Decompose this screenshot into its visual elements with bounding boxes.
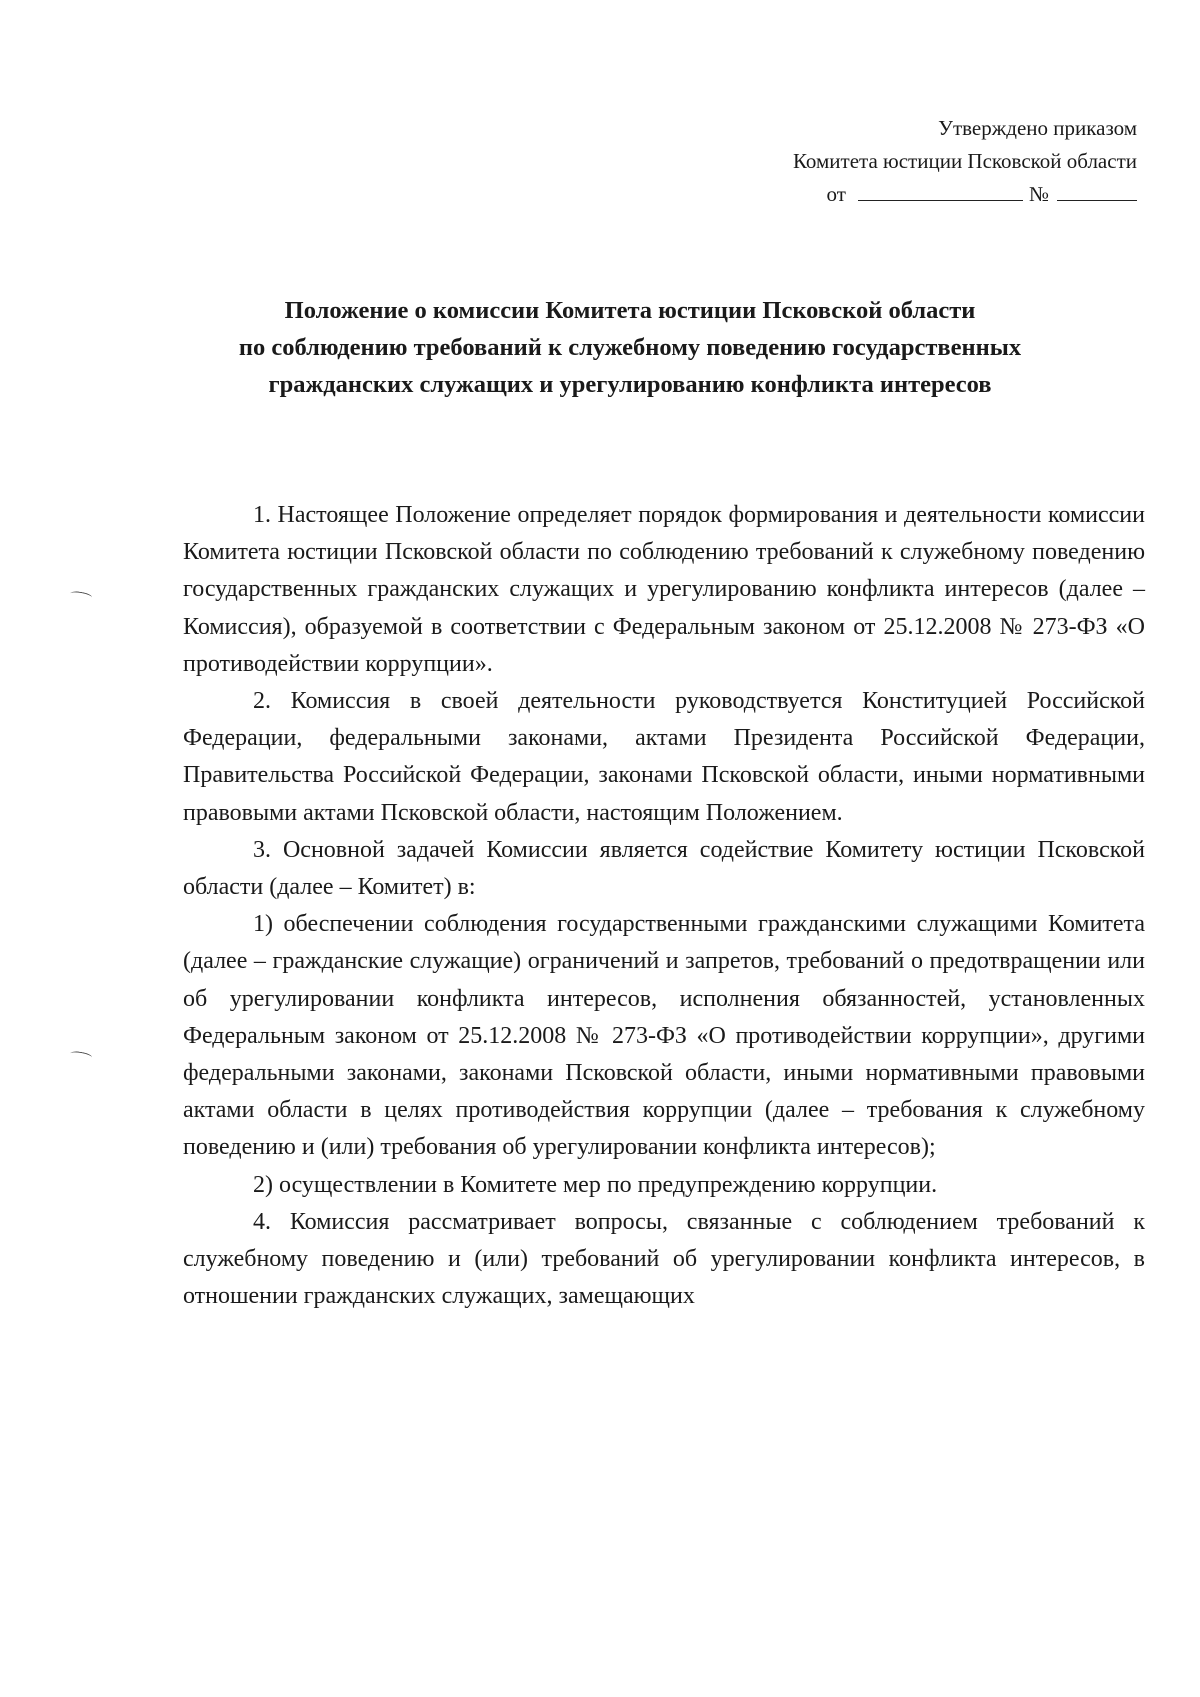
paragraph-3-item-2: 2) осуществлении в Комитете мер по предупреждению коррупции. xyxy=(253,1171,938,1198)
approval-line-1: Утверждено приказом xyxy=(938,116,1137,140)
paragraph-3: 3. Основной задачей Комиссии является содействие Комитету юстиции Псковской области (далее – Комитет) в: xyxy=(183,836,1145,901)
scan-margin-mark xyxy=(70,1050,93,1061)
title-line-2: по соблюдению требований к служебному поведению государственных xyxy=(238,334,1022,361)
title-line-1: Положение о комиссии Комитета юстиции Псковской области xyxy=(284,297,976,324)
number-blank xyxy=(1057,180,1137,201)
date-blank xyxy=(858,180,1023,201)
scan-margin-mark xyxy=(70,590,93,601)
from-label: от xyxy=(826,182,846,206)
paragraph-4: 4. Комиссия рассматривает вопросы, связанные с соблюдением требований к служебному поведению и (или) требований об урегулировании конфликта интересов, в отношении гражданских служащих, замещающих xyxy=(183,1208,1145,1310)
approval-line-2: Комитета юстиции Псковской области xyxy=(792,149,1137,173)
paragraph-2: 2. Комиссия в своей деятельности руководствуется Конституцией Российской Федерации, федеральными законами, актами Президента Российской Федерации, Правительства Российской Федерации, законами Псковской области, иными нормативными правовыми актами Псковской области, настоящим Положением. xyxy=(183,688,1145,826)
paragraph-1: 1. Настоящее Положение определяет порядок формирования и деятельности комиссии Комитета юстиции Псковской области по соблюдению требований к служебному поведению государственных гражданских служащих и урегулированию конфликта интересов (далее – Комиссия), образуемой в соответствии с Федеральным законом от 25.12.2008 № 273-ФЗ «О противодействии коррупции». xyxy=(183,502,1145,677)
title-line-3: гражданских служащих и урегулированию конфликта интересов xyxy=(268,371,992,398)
approval-stamp xyxy=(793,112,1137,211)
paragraph-3-item-1: 1) обеспечении соблюдения государственными гражданскими служащими Комитета (далее – гражданские служащие) ограничений и запретов, требований о предотвращении или об урегулировании конфликта интересов, исполнения обязанностей, установленных Федеральным законом от 25.12.2008 № 273-ФЗ «О противодействии коррупции», другими федеральными законами, законами Псковской области, иными нормативными правовыми актами области в целях противодействия коррупции (далее – требования к служебному поведению и (или) требования об урегулировании конфликта интересов); xyxy=(183,911,1145,1161)
approval-date-line xyxy=(793,178,1137,211)
document-body xyxy=(183,497,1145,1315)
document-title xyxy=(150,292,1110,403)
number-label: № xyxy=(1028,182,1049,206)
